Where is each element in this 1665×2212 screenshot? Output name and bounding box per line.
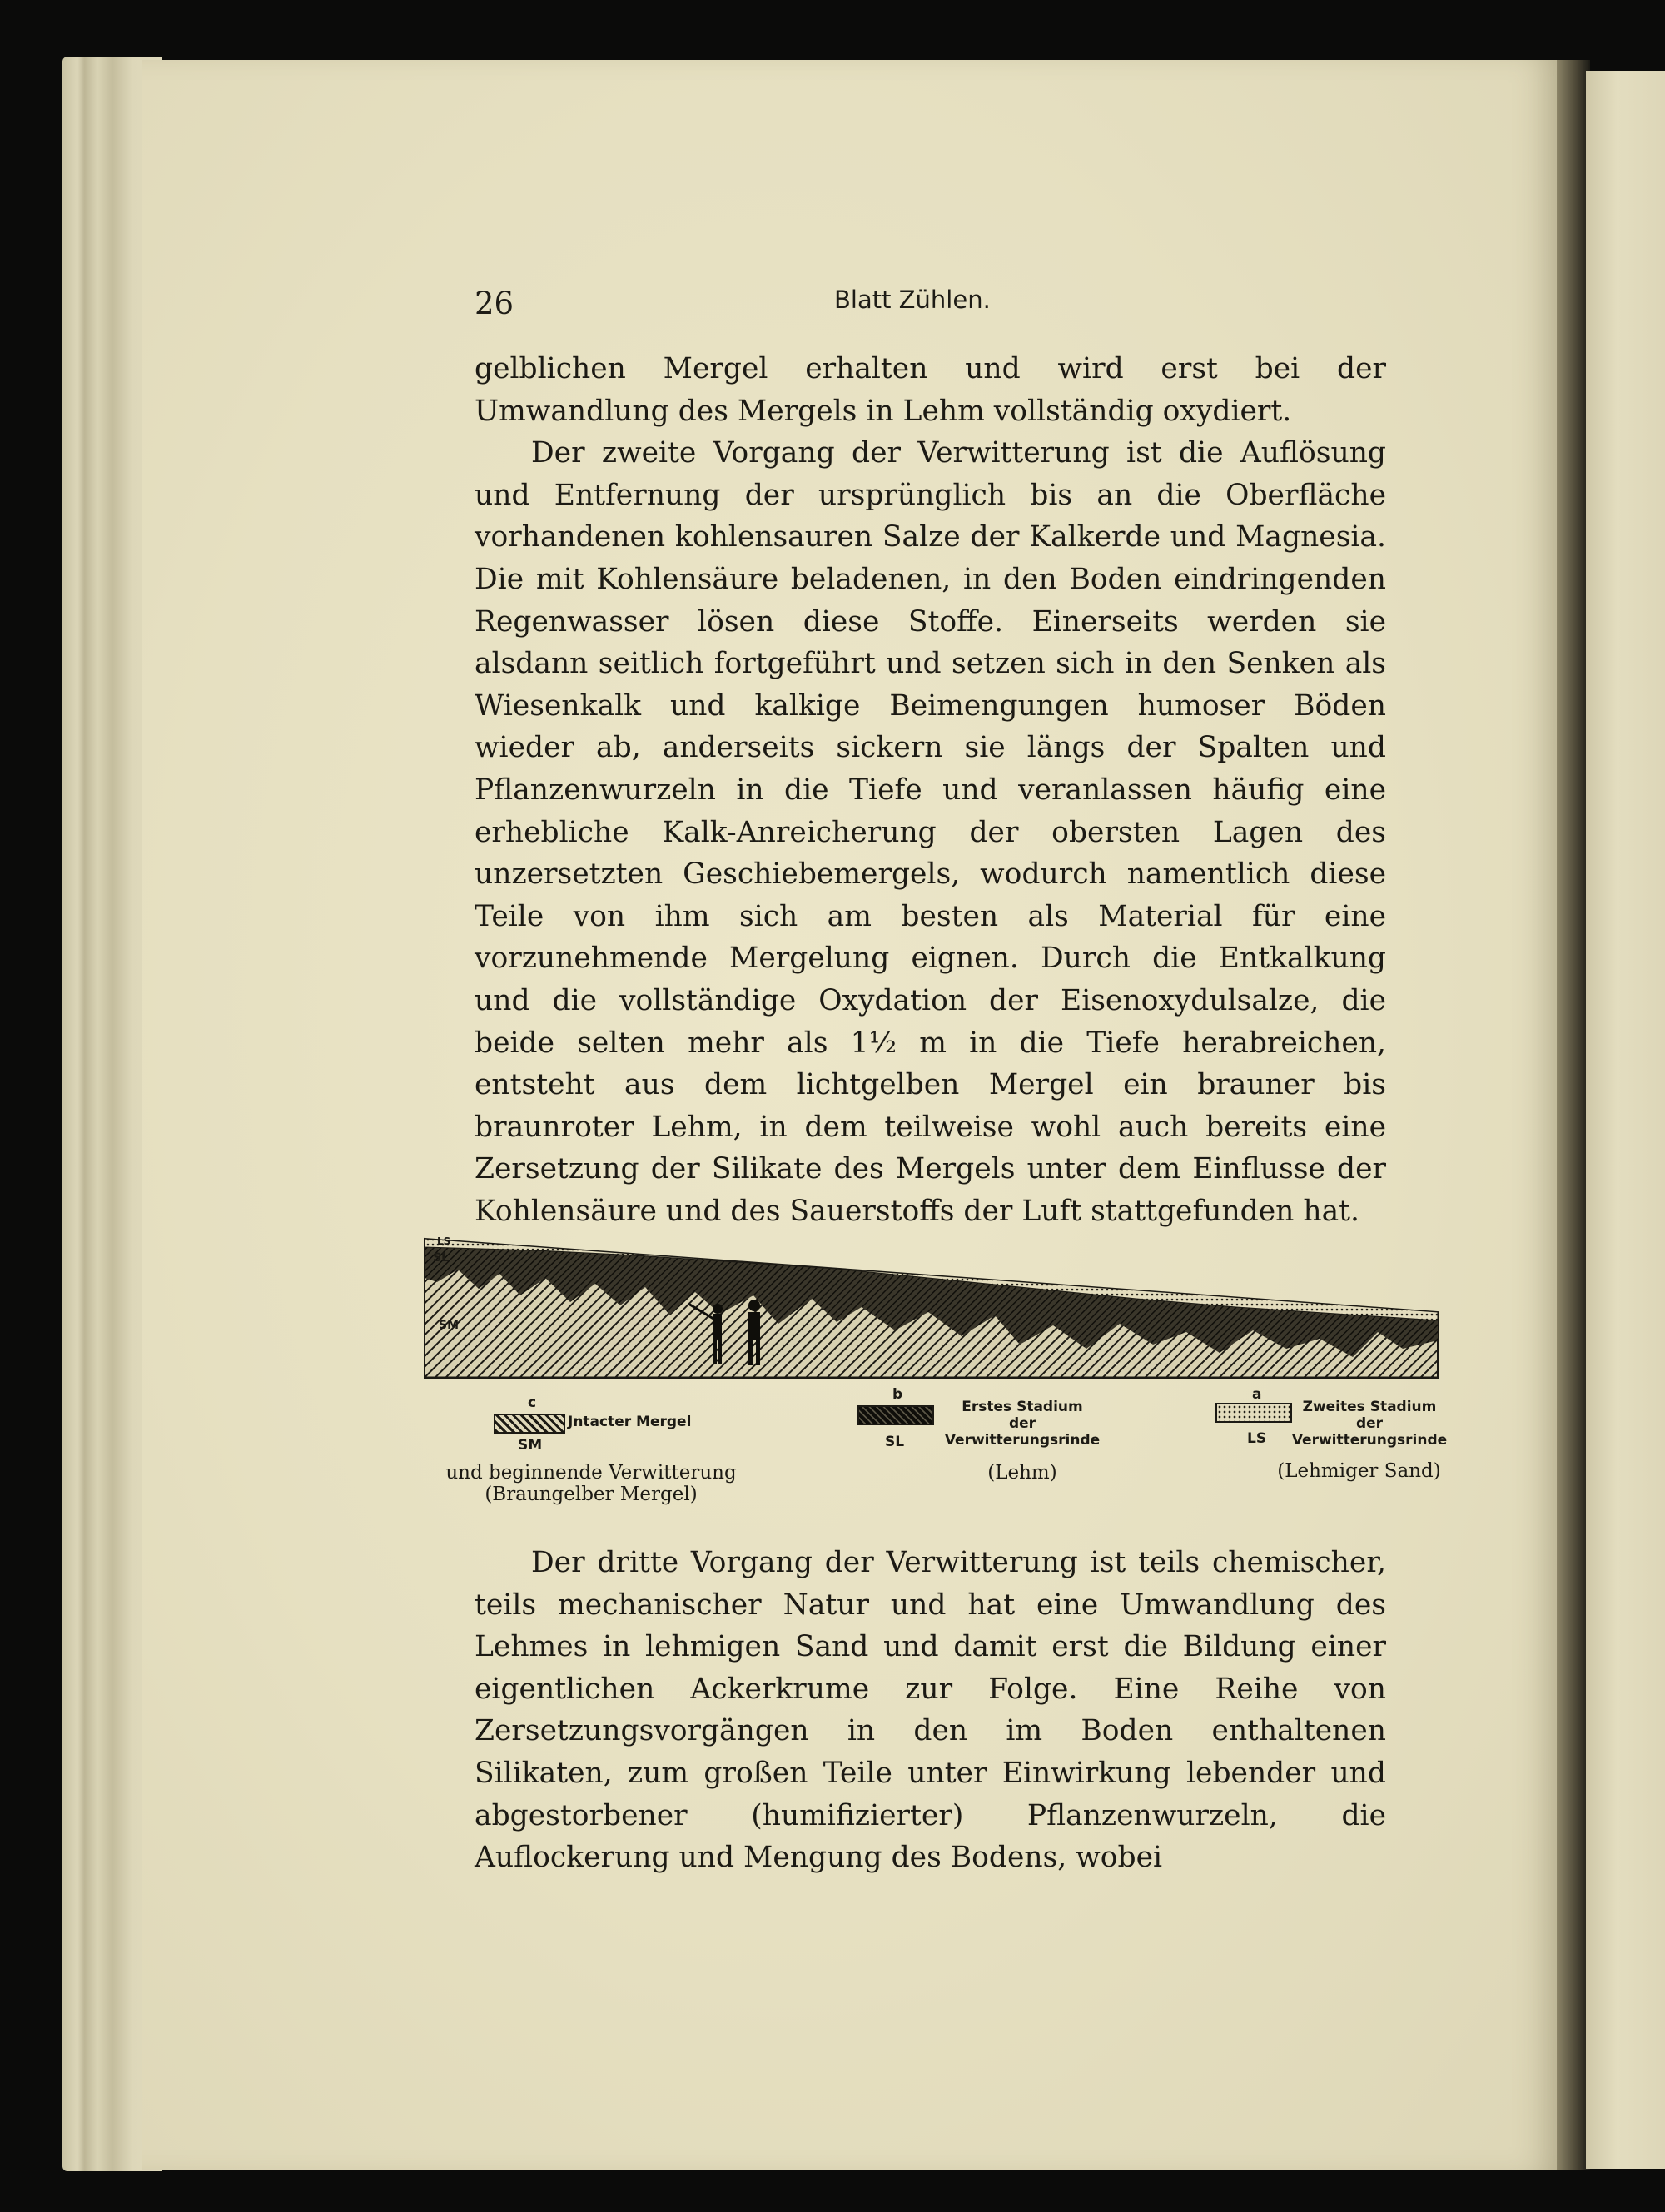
legend-swatch-dense [857,1405,934,1425]
legend-letter-b: b [892,1386,903,1403]
legend-title-a-2: der [1355,1415,1384,1432]
facing-page-edge [1586,71,1665,2169]
soil-profile-figure [420,1232,1448,1515]
legend-title-a-1: Zweites Stadium [1302,1399,1437,1415]
page-number: 26 [475,286,514,321]
legend-title-b-2: der [1008,1415,1036,1432]
legend-code-sm: SM [518,1437,543,1454]
text-block-lower [475,1542,1386,1879]
page-header [475,279,1390,321]
text-block-upper [475,348,1386,1232]
legend-title-c: Jntacter Mergel [568,1414,692,1430]
legend-title-b-1: Erstes Stadium [962,1399,1083,1415]
legend-caption-c-2: (Braungelber Mergel) [485,1484,698,1505]
book-gutter [1557,60,1590,2170]
label-sl: SL [433,1251,450,1265]
legend-title-b-3: Verwitterungsrinde [944,1432,1101,1449]
soil-profile-illustration [420,1232,1444,1382]
legend-swatch-hatched [494,1414,565,1434]
legend-code-sl: SL [885,1434,905,1450]
legend-caption-a: (Lehmiger Sand) [1277,1460,1441,1482]
legend-code-ls: LS [1247,1430,1267,1447]
paragraph-3: Der dritte Vorgang der Verwitterung ist teils chemischer, teils mechanischer Natur und hat eine Umwandlung des Lehmes in lehmigen Sand und damit erst die Bildung einer eigentlichen Ackerkrume zur Folge. Eine Reihe von Zersetzungsvorgängen in den im Boden enthaltenen Silikaten, zum großen Teile unter Einwirkung lebender und abgestorbener (humifizierter) Pflanzenwurzeln, die Auflockerung und Mengung des Bodens, wobei [475,1546,1386,1875]
legend-letter-a: a [1252,1386,1262,1403]
label-sm: SM [439,1319,460,1332]
paragraph-2: Der zweite Vorgang der Verwitterung ist die Auflösung und Entfernung der ursprünglich bis an die Oberfläche vorhandenen kohlensauren Salze der Kalkerde und Magnesia. Die mit Kohlensäure beladenen, in den Boden eindringenden Regenwasser lösen diese Stoffe. Einerseits werden sie alsdann seitlich fortgeführt und setzen sich in den Senken als Wiesenkalk und kalkige Beimengungen humoser Böden wieder ab, anderseits sickern sie längs der Spalten und Pflanzenwurzeln in die Tiefe und veranlassen häufig eine erhebliche Kalk-Anreicherung der obersten Lagen des unzersetzten Geschiebemergels, wodurch namentlich diese Teile von ihm sich am besten als Material für eine vorzunehmende Mergelung eignen. Durch die Entkalkung und die vollständige Oxydation der Eisenoxydulsalze, die beide selten mehr als 1½ m in die Tiefe herabreichen, entsteht aus dem lichtgelben Mergel ein brauner bis braunroter Lehm, in dem teilweise wohl auch bereits eine Zersetzung der Silikate des Mergels unter dem Einflusse der Kohlensäure und des Sauerstoffs der Luft stattgefunden hat. [475,436,1386,1228]
label-ls: LS [437,1235,451,1247]
running-title: Blatt Zühlen. [834,286,991,314]
legend-caption-b: (Lehm) [987,1462,1057,1484]
legend-title-a-3: Verwitterungsrinde [1291,1432,1448,1449]
legend-letter-c: c [528,1394,537,1411]
legend-swatch-dotted [1215,1403,1292,1423]
legend-caption-c-1: und beginnende Verwitterung [445,1462,737,1484]
paragraph-1: gelblichen Mergel erhalten und wird erst bei der Umwandlung des Mergels in Lehm vollständig oxydiert. [475,352,1386,428]
